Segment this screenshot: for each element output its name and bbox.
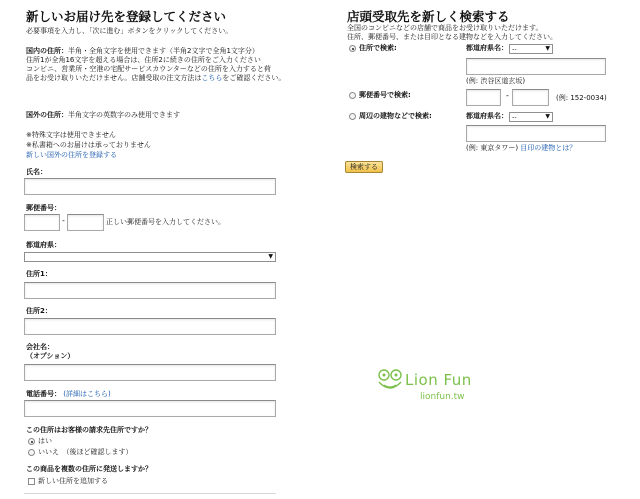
domestic-desc-3: 品をお受け取りいただけません。店舗受取の注文方法は xyxy=(26,74,202,83)
postal-hint-prefix: 正しい xyxy=(106,218,127,226)
store-pickup-desc-1: 全国のコンビニなどの店舗で商品をお受け取りいただけます。 xyxy=(347,24,543,32)
phone-label-row xyxy=(26,390,111,399)
prefecture-select[interactable] xyxy=(24,252,276,262)
page-title: 新しいお届け先を登録してください xyxy=(26,9,227,24)
domestic-address-section xyxy=(26,47,296,83)
prefecture-label: 都道府県： xyxy=(26,241,61,249)
frog-logo-icon xyxy=(376,368,404,394)
search-button[interactable]: 検索する xyxy=(345,161,383,173)
billing-no-radio[interactable] xyxy=(28,449,35,456)
chevron-down-icon: ▼ xyxy=(545,45,550,52)
postal-hint-text: 郵便番号を入力してください。 xyxy=(127,218,225,226)
watermark-site: lionfun.tw xyxy=(420,392,465,402)
phone-detail-link[interactable]: (詳細はこちら) xyxy=(63,390,111,398)
prefecture-label-2: 都道府県名： xyxy=(466,112,508,120)
building-example-row xyxy=(466,144,576,153)
name-label: 氏名： xyxy=(26,168,47,176)
intro-text: 必要事項を入力し、「次に進む」ボタンをクリックしてください。 xyxy=(26,27,233,35)
landmark-help-link[interactable]: 目印の建物とは？ xyxy=(520,144,577,152)
company-optional-label: （オプション） xyxy=(26,352,75,360)
note-po-box: ※私書箱へのお届けは承っておりません xyxy=(26,141,151,149)
note-special-chars: ※特殊文字は使用できません xyxy=(26,131,116,139)
address-search-input[interactable] xyxy=(466,58,606,75)
postal-dash: - xyxy=(62,216,65,225)
multi-address-question: この商品を複数の住所に発送しますか？ xyxy=(26,465,152,473)
pickup-postal-dash: - xyxy=(506,91,509,100)
address2-input[interactable] xyxy=(24,318,276,335)
watermark-brand: Lion Fun xyxy=(405,371,472,389)
add-new-address-label: 新しい住所を追加する xyxy=(38,477,108,485)
name-input[interactable] xyxy=(24,178,276,195)
search-by-postal-label: 郵便番号で検索: xyxy=(359,91,411,99)
billing-yes-radio[interactable] xyxy=(28,438,35,445)
add-new-address-checkbox[interactable] xyxy=(28,478,35,485)
chevron-down-icon: ▼ xyxy=(545,113,550,120)
building-prefecture-select[interactable] xyxy=(509,112,553,122)
phone-input[interactable] xyxy=(24,400,276,417)
search-by-building-label: 周辺の建物などで検索: xyxy=(359,112,432,120)
section-divider xyxy=(24,493,276,494)
chevron-down-icon: ▼ xyxy=(268,253,273,260)
address2-label: 住所2： xyxy=(26,307,52,315)
company-input[interactable] xyxy=(24,364,276,381)
address1-input[interactable] xyxy=(24,282,276,299)
search-by-building-radio[interactable] xyxy=(349,113,356,120)
address-example: (例: 渋谷区道玄坂) xyxy=(466,77,526,85)
store-pickup-title: 店頭受取先を新しく検索する xyxy=(347,9,510,24)
domestic-heading: 国内の住所： xyxy=(26,47,68,55)
phone-label: 電話番号： xyxy=(26,390,61,398)
address1-label: 住所1： xyxy=(26,270,52,278)
billing-no-label: いいえ （後ほど確認します） xyxy=(38,448,133,456)
domestic-desc-2: コンビニ、営業所・空港の宅配サービスカウンターなどの住所を入力すると荷 xyxy=(26,65,271,74)
prefecture-label-1: 都道府県名： xyxy=(466,44,508,52)
overseas-address-section xyxy=(26,111,180,120)
pickup-postal-second-input[interactable] xyxy=(512,89,549,106)
search-by-address-label: 住所で検索: xyxy=(359,44,397,52)
building-prefecture-value: -- xyxy=(512,113,517,121)
billing-yes-label: はい xyxy=(38,437,52,445)
postal-code-second-input[interactable] xyxy=(67,214,104,231)
postal-hint xyxy=(106,218,225,227)
domestic-desc-1: 住所1が全角16文字を超える場合は、住所2に続きの住所をご入力ください xyxy=(26,56,261,65)
store-pickup-desc-2: 住所、郵便番号、または目印となる建物などを入力してください。 xyxy=(347,33,557,41)
add-overseas-address-link[interactable]: 新しい国外の住所を登録する xyxy=(26,151,117,159)
postal-example: (例: 152-0034) xyxy=(556,94,607,102)
lionfun-watermark xyxy=(376,368,486,408)
pickup-postal-first-input[interactable] xyxy=(466,89,501,106)
domestic-rule: 半角・全角文字を使用できます（半角2文字で全角1文字分） xyxy=(68,47,259,55)
building-search-input[interactable] xyxy=(466,125,606,142)
domestic-desc-4: をご確認ください。 xyxy=(222,74,286,83)
address-prefecture-value: -- xyxy=(512,45,517,53)
billing-question: この住所はお客様の請求先住所ですか？ xyxy=(26,426,152,434)
postal-code-first-input[interactable] xyxy=(24,214,60,231)
company-label: 会社名： xyxy=(26,343,54,351)
address-prefecture-select[interactable] xyxy=(509,44,553,54)
overseas-rule: 半角文字の英数字のみ使用できます xyxy=(68,111,180,119)
postal-label: 郵便番号： xyxy=(26,204,61,212)
search-by-postal-radio[interactable] xyxy=(349,92,356,99)
building-example: (例: 東京タワー) xyxy=(466,144,519,152)
search-by-address-radio[interactable] xyxy=(349,45,356,52)
store-pickup-link[interactable]: こちら xyxy=(201,74,223,83)
overseas-heading: 国外の住所： xyxy=(26,111,68,119)
